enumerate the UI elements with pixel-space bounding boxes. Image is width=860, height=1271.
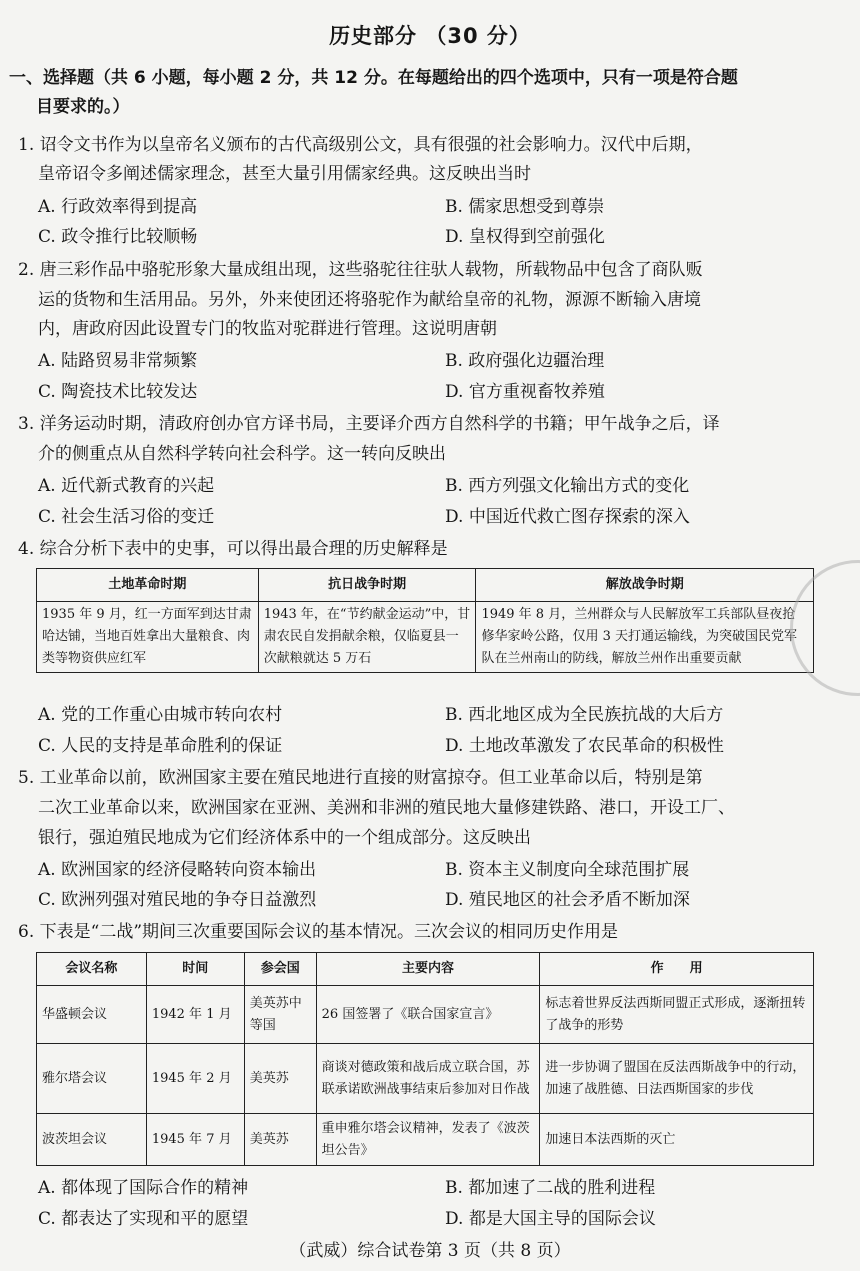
q6-header-name: 会议名称	[37, 953, 147, 986]
q6-row3-content: 重申雅尔塔会议精神，发表了《波茨坦公告》	[316, 1114, 540, 1166]
q6-row1-content: 26 国签署了《联合国家宣言》	[316, 986, 540, 1044]
q6-row2-time: 1945 年 2 月	[146, 1044, 244, 1114]
page-footer: （武威）综合试卷第 3 页（共 8 页）	[289, 1241, 571, 1261]
q3-option-a: A. 近代新式教育的兴起	[38, 476, 215, 496]
section-title: 历史部分 （30 分）	[329, 24, 531, 48]
q6-row1-time: 1942 年 1 月	[146, 986, 244, 1044]
q3-option-c: C. 社会生活习俗的变迁	[38, 507, 215, 527]
q6-row2-content: 商谈对德政策和战后成立联合国，苏联承诺欧洲战事结束后参加对日作战	[316, 1044, 540, 1114]
q1-option-b: B. 儒家思想受到尊崇	[445, 197, 605, 217]
q6-header-countries: 参会国	[244, 953, 316, 986]
q6-option-d: D. 都是大国主导的国际会议	[445, 1209, 656, 1229]
q6-row3-time: 1945 年 7 月	[146, 1114, 244, 1166]
q6-row2-name: 雅尔塔会议	[37, 1044, 147, 1114]
q6-row1-effect: 标志着世界反法西斯同盟正式形成，逐渐扭转了战争的形势	[540, 986, 814, 1044]
q2-line-3: 内，唐政府因此设置专门的牧监对驼群进行管理。这说明唐朝	[38, 319, 497, 339]
q5-option-c: C. 欧洲列强对殖民地的争夺日益激烈	[38, 890, 317, 910]
q5-option-b: B. 资本主义制度向全球范围扩展	[445, 860, 690, 880]
q1-option-a: A. 行政效率得到提高	[38, 197, 198, 217]
q5-option-a: A. 欧洲国家的经济侵略转向资本输出	[38, 860, 317, 880]
q6-row3-effect: 加速日本法西斯的灭亡	[540, 1114, 814, 1166]
q5-line-1: 5. 工业革命以前，欧洲国家主要在殖民地进行直接的财富掠夺。但工业革命以后，特别是第	[18, 768, 703, 788]
q4-line-1: 4. 综合分析下表中的史事，可以得出最合理的历史解释是	[18, 539, 448, 559]
q1-line-2: 皇帝诏令多阐述儒家理念，甚至大量引用儒家经典。这反映出当时	[38, 164, 531, 184]
q6-header-content: 主要内容	[316, 953, 540, 986]
q2-option-c: C. 陶瓷技术比较发达	[38, 382, 198, 402]
q4-cell-anti-japanese-war: 1943 年，在“节约献金运动”中，甘肃农民自发捐献余粮，仅临夏县一次献粮就达 5 万石	[258, 602, 476, 673]
q4-cell-land-revolution: 1935 年 9 月，红一方面军到达甘肃哈达铺，当地百姓拿出大量粮食、肉类等物资供应红军	[37, 602, 259, 673]
section-instruction-line-2: 目要求的。）	[36, 97, 130, 117]
q6-option-a: A. 都体现了国际合作的精神	[38, 1178, 249, 1198]
q6-option-b: B. 都加速了二战的胜利进程	[445, 1178, 656, 1198]
q5-line-3: 银行，强迫殖民地成为它们经济体系中的一个组成部分。这反映出	[38, 828, 531, 848]
q3-line-1: 3. 洋务运动时期，清政府创办官方译书局，主要译介西方自然科学的书籍；甲午战争之后，译	[18, 414, 720, 434]
section-instruction-line-1: 一、选择题（共 6 小题，每小题 2 分，共 12 分。在每题给出的四个选项中，只有一项是符合题	[9, 68, 738, 88]
q2-option-a: A. 陆路贸易非常频繁	[38, 351, 198, 371]
q6-conference-table	[36, 952, 814, 1166]
q5-line-2: 二次工业革命以来，欧洲国家在亚洲、美洲和非洲的殖民地大量修建铁路、港口，开设工厂、	[38, 798, 735, 818]
q6-row1-countries: 美英苏中等国	[244, 986, 316, 1044]
q1-line-1: 1. 诏令文书作为以皇帝名义颁布的古代高级别公文，具有很强的社会影响力。汉代中后期，	[18, 135, 703, 155]
q4-header-land-revolution: 土地革命时期	[37, 569, 259, 602]
q6-row2-countries: 美英苏	[244, 1044, 316, 1114]
q4-header-anti-japanese-war: 抗日战争时期	[258, 569, 476, 602]
q4-option-c: C. 人民的支持是革命胜利的保证	[38, 736, 283, 756]
q1-option-d: D. 皇权得到空前强化	[445, 227, 605, 247]
q6-row1-name: 华盛顿会议	[37, 986, 147, 1044]
q6-row3-name: 波茨坦会议	[37, 1114, 147, 1166]
q4-option-d: D. 土地改革激发了农民革命的积极性	[445, 736, 724, 756]
q6-row3-countries: 美英苏	[244, 1114, 316, 1166]
q6-header-time: 时间	[146, 953, 244, 986]
q4-option-b: B. 西北地区成为全民族抗战的大后方	[445, 705, 724, 725]
q2-line-1: 2. 唐三彩作品中骆驼形象大量成组出现，这些骆驼往往驮人载物，所载物品中包含了商队贩	[18, 260, 703, 280]
q3-option-d: D. 中国近代救亡图存探索的深入	[445, 507, 690, 527]
q3-option-b: B. 西方列强文化输出方式的变化	[445, 476, 690, 496]
q3-line-2: 介的侧重点从自然科学转向社会科学。这一转向反映出	[38, 444, 446, 464]
q2-option-b: B. 政府强化边疆治理	[445, 351, 605, 371]
q4-history-table	[36, 568, 814, 673]
q6-header-effect: 作 用	[540, 953, 814, 986]
q1-option-c: C. 政令推行比较顺畅	[38, 227, 198, 247]
q4-cell-liberation-war: 1949 年 8 月，兰州群众与人民解放军工兵部队昼夜抢修华家岭公路，仅用 3 天打通运输线，为突破国民党军队在兰州南山的防线，解放兰州作出重要贡献	[476, 602, 814, 673]
q4-option-a: A. 党的工作重心由城市转向农村	[38, 705, 283, 725]
q6-option-c: C. 都表达了实现和平的愿望	[38, 1209, 249, 1229]
q4-header-liberation-war: 解放战争时期	[476, 569, 814, 602]
q6-line-1: 6. 下表是“二战”期间三次重要国际会议的基本情况。三次会议的相同历史作用是	[18, 922, 619, 942]
q6-row2-effect: 进一步协调了盟国在反法西斯战争中的行动，加速了战胜德、日法西斯国家的步伐	[540, 1044, 814, 1114]
q2-line-2: 运的货物和生活用品。另外，外来使团还将骆驼作为献给皇帝的礼物，源源不断输入唐境	[38, 290, 701, 310]
q2-option-d: D. 官方重视畜牧养殖	[445, 382, 605, 402]
q5-option-d: D. 殖民地区的社会矛盾不断加深	[445, 890, 690, 910]
